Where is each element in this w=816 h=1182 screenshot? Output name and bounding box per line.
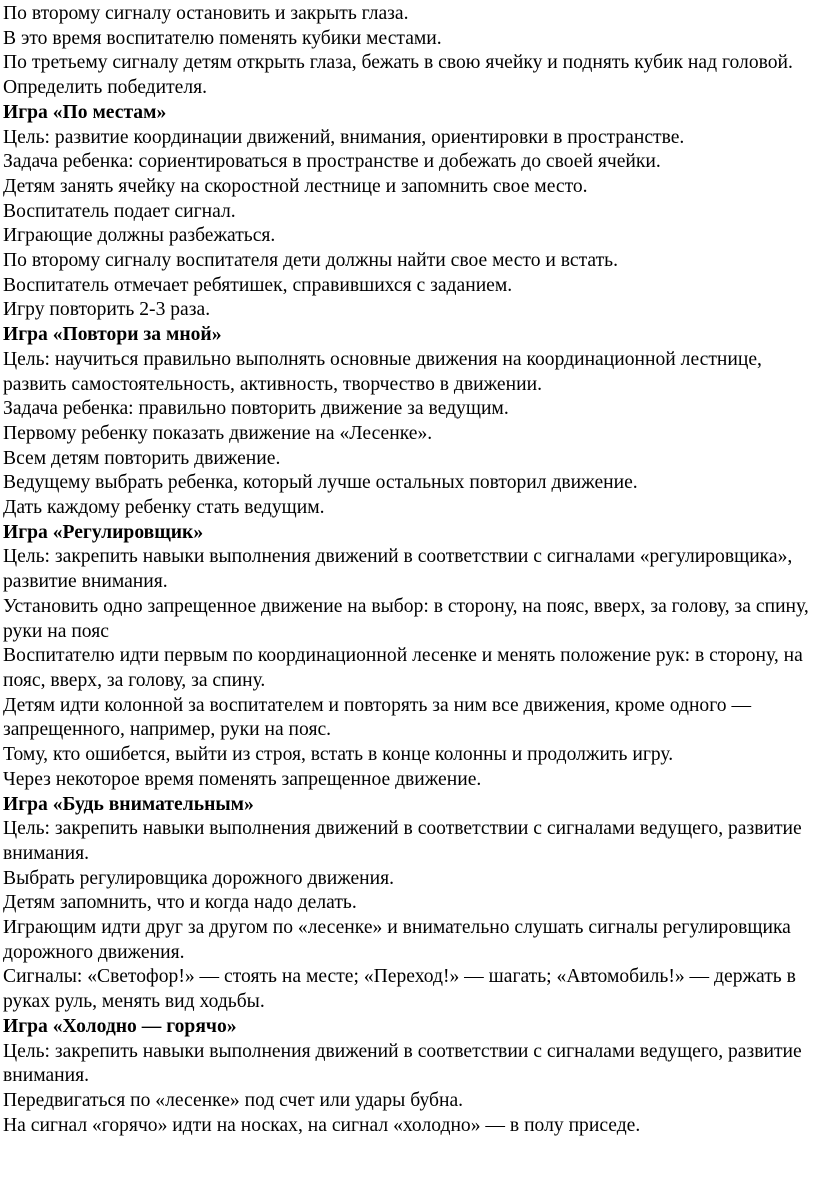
game-heading: Игра «Будь внимательным» (3, 793, 254, 815)
body-paragraph: Детям занять ячейку на скоростной лестнице и запомнить свое место. (3, 175, 588, 197)
body-paragraph: Детям запомнить, что и когда надо делать. (3, 892, 357, 914)
body-paragraph: Воспитателю идти первым по координационной лесенке и менять положение рук: в сторону, на пояс, вверх, за голову, за спину. (3, 645, 803, 691)
body-paragraph: Тому, кто ошибется, выйти из строя, встать в конце колонны и продолжить игру. (3, 744, 674, 766)
body-paragraph: Играющие должны разбежаться. (3, 225, 276, 247)
body-paragraph: Через некоторое время поменять запрещенное движение. (3, 768, 482, 790)
body-paragraph: Воспитатель подает сигнал. (3, 200, 236, 222)
body-paragraph: Выбрать регулировщика дорожного движения. (3, 867, 395, 889)
body-paragraph: Играющим идти друг за другом по «лесенке» и внимательно слушать сигналы регулировщика дорожного движения. (3, 917, 791, 963)
body-paragraph: В это время воспитателю поменять кубики местами. (3, 27, 442, 49)
game-heading: Игра «Холодно — горячо» (3, 1015, 237, 1037)
body-paragraph: Задача ребенка: правильно повторить движение за ведущим. (3, 398, 509, 420)
body-paragraph: Цель: закрепить навыки выполнения движений в соответствии с сигналами ведущего, развитие внимания. (3, 1040, 802, 1087)
body-paragraph: Первому ребенку показать движение на «Лесенке». (3, 422, 433, 444)
body-paragraph: На сигнал «горячо» идти на носках, на сигнал «холодно» — в полу приседе. (3, 1114, 641, 1136)
body-paragraph: Установить одно запрещенное движение на выбор: в сторону, на пояс, вверх, за голову, за спину, руки на пояс (3, 595, 809, 642)
body-paragraph: Всем детям повторить движение. (3, 447, 281, 469)
body-paragraph: Сигналы: «Светофор!» — стоять на месте; «Переход!» — шагать; «Автомобиль!» — держать в руках руль, менять вид ходьбы. (3, 966, 796, 1013)
body-paragraph: Задача ребенка: сориентироваться в пространстве и добежать до своей ячейки. (3, 151, 661, 173)
body-paragraph: Цель: развитие координации движений, внимания, ориентировки в пространстве. (3, 126, 685, 148)
body-paragraph: Воспитатель отмечает ребятишек, справившихся с заданием. (3, 274, 513, 296)
body-paragraph: По третьему сигналу детям открыть глаза, бежать в свою ячейку и поднять кубик над головой. (3, 52, 793, 74)
game-heading: Игра «Регулировщик» (3, 521, 204, 543)
body-paragraph: По второму сигналу остановить и закрыть глаза. (3, 3, 409, 24)
body-paragraph: Дать каждому ребенку стать ведущим. (3, 497, 325, 519)
body-paragraph: Ведущему выбрать ребенка, который лучше остальных повторил движение. (3, 472, 638, 494)
body-paragraph: По второму сигналу воспитателя дети должны найти свое место и встать. (3, 250, 619, 272)
body-paragraph: Цель: научиться правильно выполнять основные движения на координационной лестнице, развить самостоятельность, активность, творчество в движении. (3, 348, 762, 395)
body-paragraph: Детям идти колонной за воспитателем и повторять за ним все движения, кроме одного — запрещенного, например, руки на пояс. (3, 694, 752, 741)
body-paragraph: Цель: закрепить навыки выполнения движений в соответствии с сигналами ведущего, развитие внимания. (3, 818, 802, 864)
body-paragraph: Определить победителя. (3, 77, 208, 99)
body-paragraph: Игру повторить 2-3 раза. (3, 299, 211, 321)
body-paragraph: Цель: закрепить навыки выполнения движений в соответствии с сигналами «регулировщика», развитие внимания. (3, 546, 793, 593)
body-paragraph: Передвигаться по «лесенке» под счет или удары бубна. (3, 1089, 464, 1111)
game-heading: Игра «По местам» (3, 101, 167, 123)
game-heading: Игра «Повтори за мной» (3, 324, 222, 346)
